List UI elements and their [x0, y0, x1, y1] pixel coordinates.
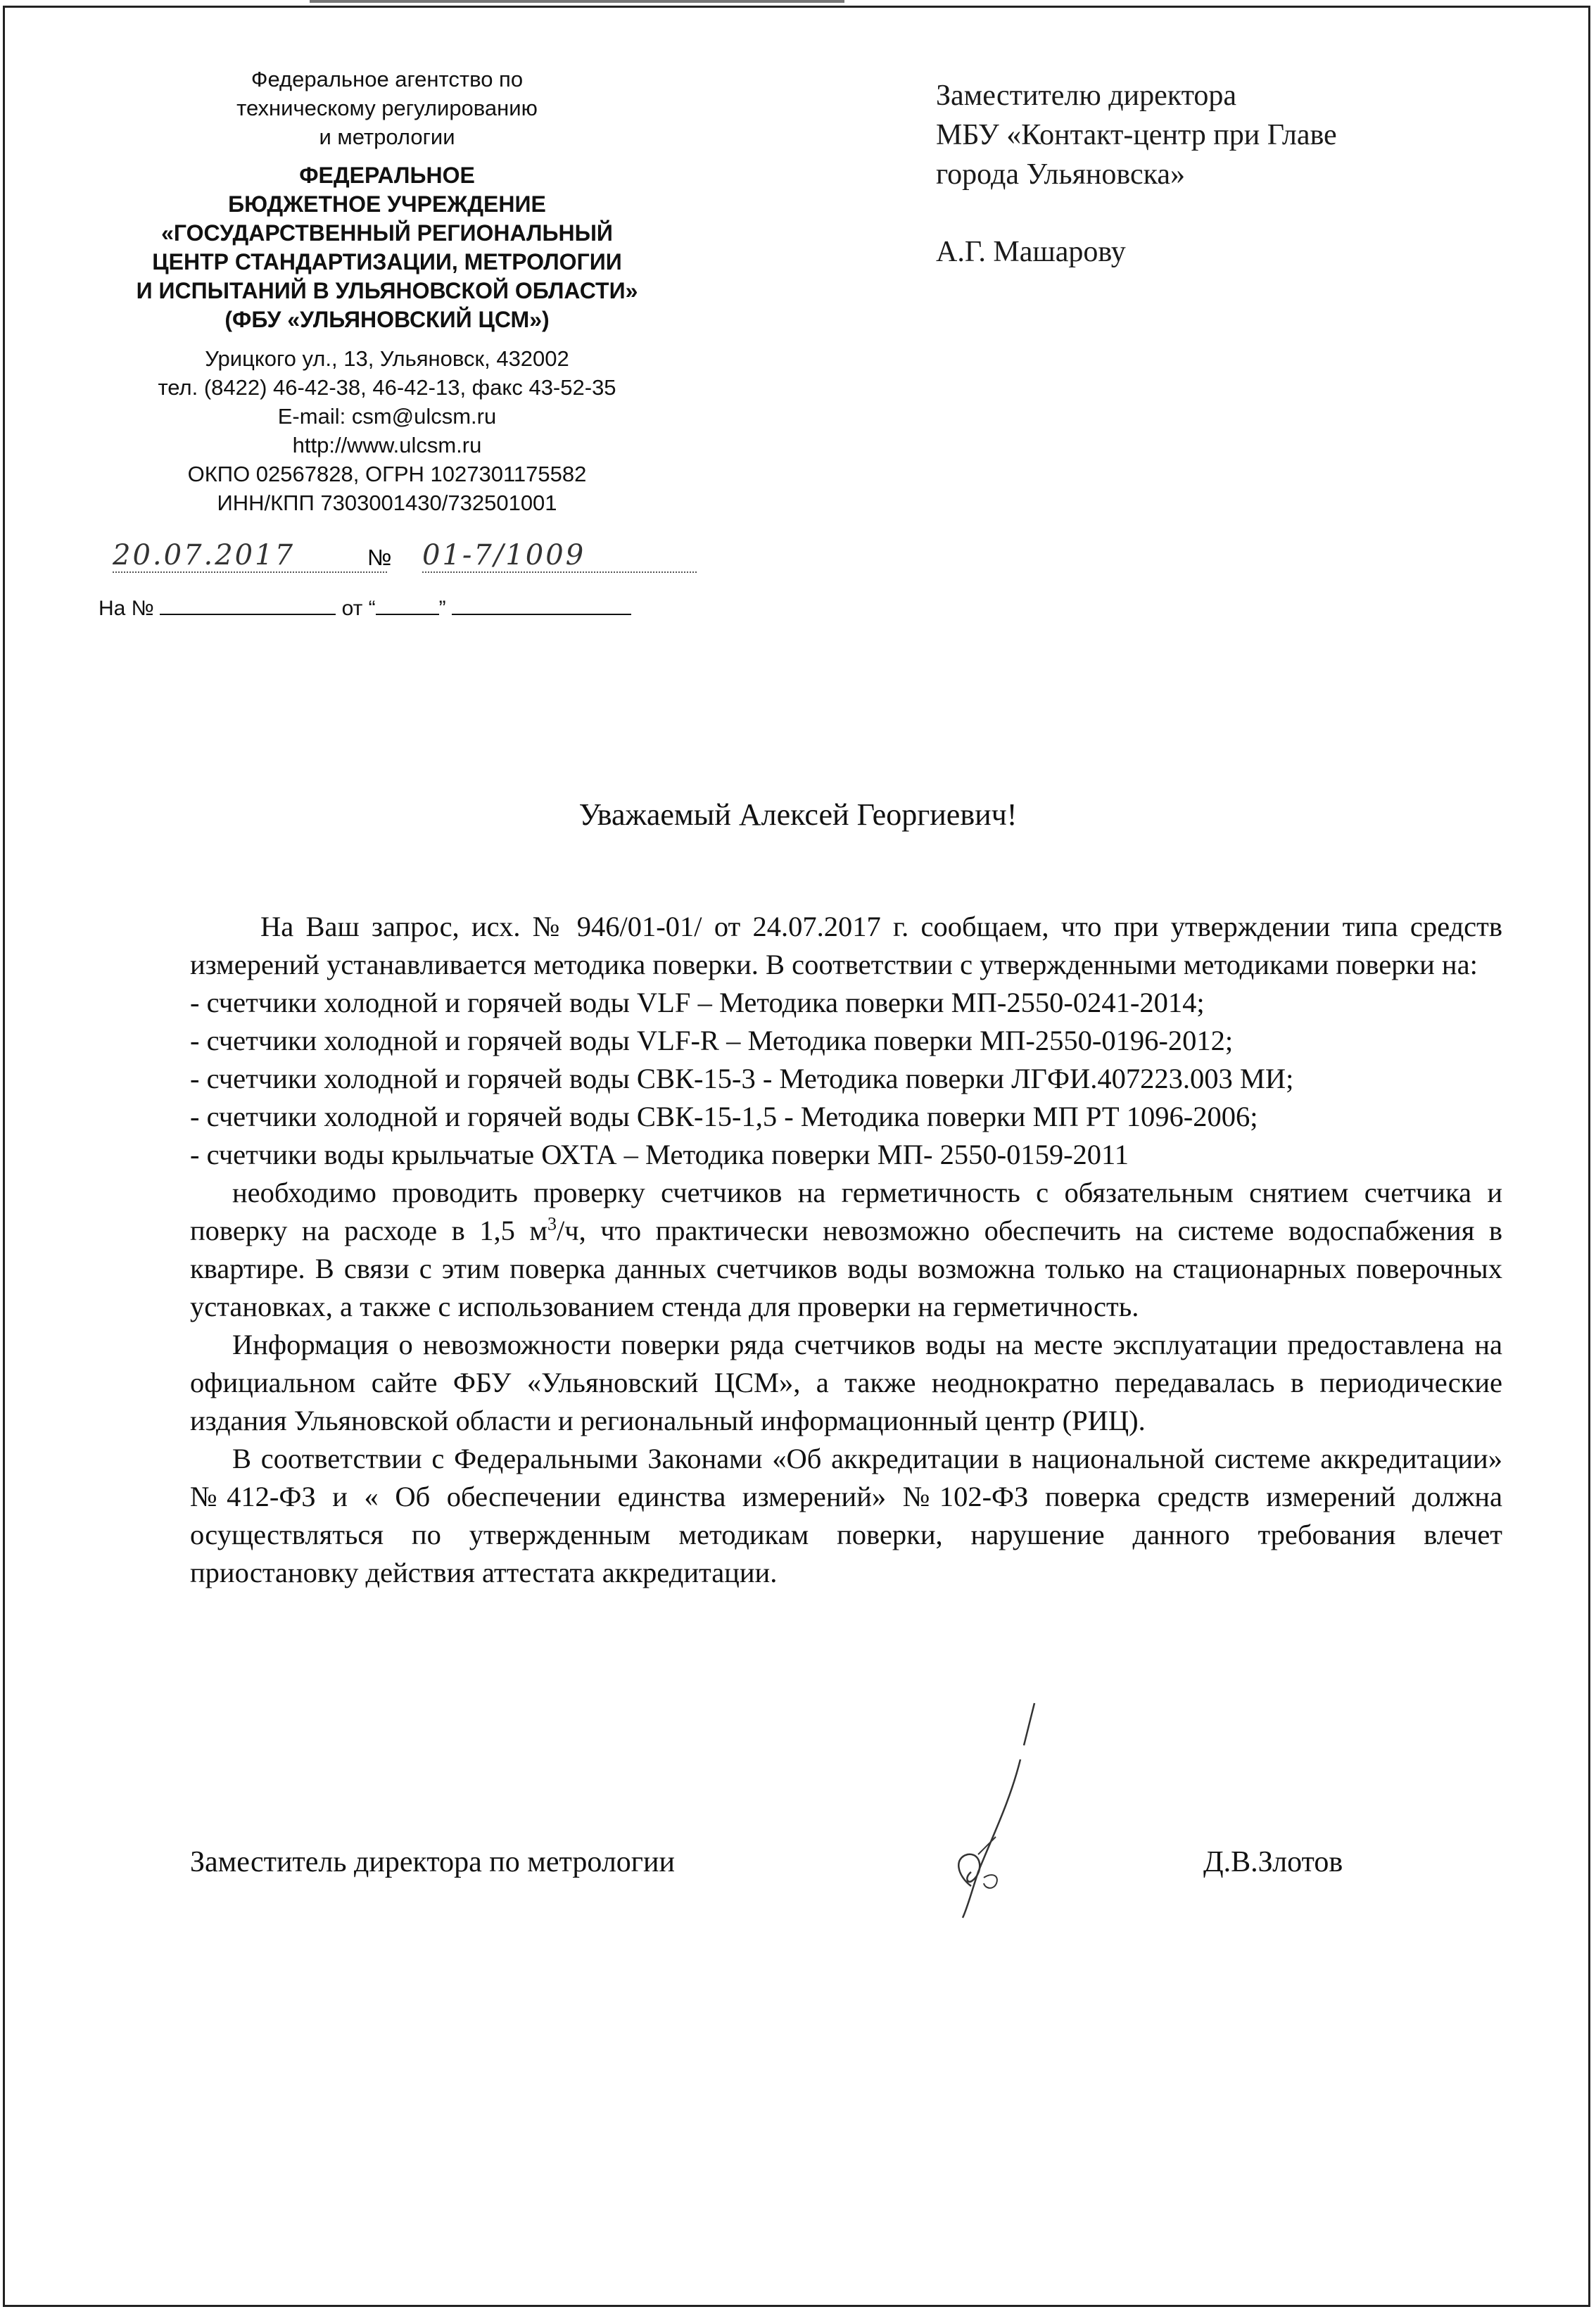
signatory-name: Д.В.Злотов [1203, 1846, 1343, 1878]
cubic-superscript: 3 [547, 1213, 557, 1234]
requirements-text-a: необходимо проводить проверку счетчиков на герметичность с обязательным снятием счетчика и поверку на расходе в 1,5 м [190, 1177, 1502, 1246]
addressee-line: города Ульяновска» [936, 158, 1186, 191]
address-line: Урицкого ул., 13, Ульяновск, 432002 [205, 346, 569, 371]
information-paragraph: Информация о невозможности поверки ряда счетчиков воды на месте эксплуатации предоставлена на официальном сайте ФБУ «Ульяновский ЦСМ», а также неоднократно передавалась в периодические издания Ульяновской области и региональный информационный центр (РИЦ). [190, 1329, 1502, 1436]
list-item: - счетчики холодной и горячей воды VLF-R – Методика поверки МП-2550-0196-2012; [190, 1025, 1234, 1056]
greeting: Уважаемый Алексей Георгиевич! [578, 797, 1018, 832]
scan-edge-line [310, 0, 844, 3]
institution-line: «ГОСУДАРСТВЕННЫЙ РЕГИОНАЛЬНЫЙ [161, 220, 613, 246]
reply-number-label: На № [99, 597, 154, 620]
list-item: - счетчики воды крыльчатые ОХТА – Методика поверки МП- 2550-0159-2011 [190, 1139, 1129, 1170]
reply-date-label: от [341, 597, 363, 620]
list-item: - счетчики холодной и горячей воды СВК-15-1,5 - Методика поверки МП РТ 1096-2006; [190, 1101, 1258, 1132]
reply-day-blank [376, 597, 439, 615]
institution-line: И ИСПЫТАНИЙ В УЛЬЯНОВСКОЙ ОБЛАСТИ» [136, 278, 638, 303]
registration-number: 01-7/1009 [422, 539, 697, 573]
addressee-block [936, 76, 1337, 272]
agency-line: техническому регулированию [236, 96, 538, 120]
list-item: - счетчики холодной и горячей воды VLF – Методика поверки МП-2550-0241-2014; [190, 987, 1205, 1018]
okpo-line: ОКПО 02567828, ОГРН 1027301175582 [187, 462, 587, 486]
quote-open: “ [368, 597, 376, 620]
institution-line: ЦЕНТР СТАНДАРТИЗАЦИИ, МЕТРОЛОГИИ [152, 249, 622, 274]
requirements-paragraph [190, 1174, 1502, 1326]
reply-number-blank [160, 597, 336, 615]
reply-reference-line [99, 597, 631, 621]
quote-close: ” [438, 597, 446, 620]
institution-line: БЮДЖЕТНОЕ УЧРЕЖДЕНИЕ [228, 191, 546, 217]
registration-number-label: № [367, 545, 392, 570]
list-item: - счетчики холодной и горячей воды СВК-15-3 - Методика поверки ЛГФИ.407223.003 МИ; [190, 1063, 1294, 1094]
addressee-line: Заместителю директора [936, 80, 1237, 112]
registration-line [106, 535, 683, 580]
email-line: E-mail: csm@ulcsm.ru [277, 404, 497, 429]
letter-body [190, 908, 1502, 1592]
letterhead [77, 65, 697, 517]
website-line: http://www.ulcsm.ru [292, 433, 482, 457]
addressee-line: МБУ «Контакт-центр при Главе [936, 119, 1337, 151]
institution-line: (ФБУ «УЛЬЯНОВСКИЙ ЦСМ») [224, 307, 550, 332]
requirements-text-b: /ч, что практически невозможно обеспечить на системе водоспабжения в квартире. В связи с этим поверка данных счетчиков воды возможна только на стационарных поверочных установках, а также с использованием стенда для проверки на герметичность. [190, 1215, 1502, 1322]
phone-line: тел. (8422) 46-42-38, 46-42-13, факс 43-52-35 [158, 375, 616, 400]
law-paragraph: В соответствии с Федеральными Законами «Об аккредитации в национальной системе аккредитации» №412-ФЗ и « Об обеспечении единства измерений» №102-ФЗ поверка средств измерений должна осуществляться по утвержденным методикам поверки, нарушение данного требования влечет приостановку действия аттестата аккредитации. [190, 1443, 1502, 1588]
intro-paragraph: На Ваш запрос, исх. № 946/01-01/ от 24.07.2017 г. сообщаем, что при утверждении типа средств измерений устанавливается методика поверки. В соответствии с утвержденными методиками поверки на: [190, 911, 1502, 980]
institution-line: ФЕДЕРАЛЬНОЕ [299, 163, 475, 188]
registration-date: 20.07.2017 [113, 539, 387, 573]
inn-line: ИНН/КПП 7303001430/732501001 [217, 491, 557, 515]
reply-month-blank [452, 597, 631, 615]
handwritten-signature [929, 1696, 1070, 1921]
signatory-position: Заместитель директора по метрологии [190, 1846, 675, 1878]
addressee-name: А.Г. Машарову [936, 236, 1126, 268]
agency-line: Федеральное агентство по [251, 67, 524, 91]
agency-line: и метрологии [319, 125, 455, 149]
